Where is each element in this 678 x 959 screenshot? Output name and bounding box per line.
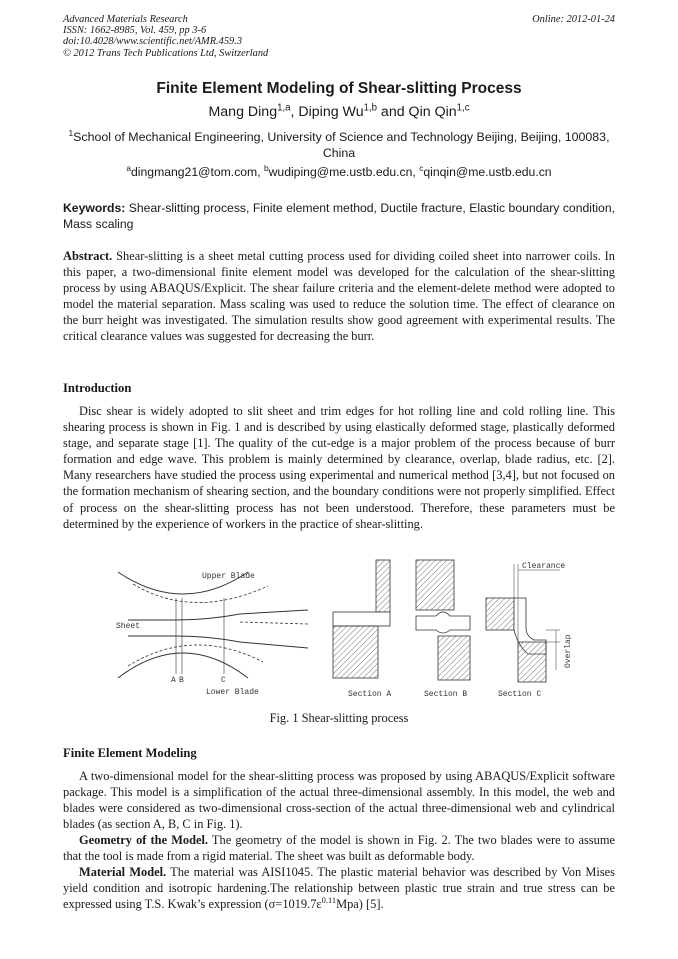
abstract-label: Abstract. xyxy=(63,249,113,263)
affiliation xyxy=(63,127,615,161)
sheet-bottom-line xyxy=(128,636,308,648)
author-sup: 1,c xyxy=(456,102,470,114)
geometry-paragraph xyxy=(63,832,615,864)
journal-name: Advanced Materials Research xyxy=(63,14,188,25)
label-c: C xyxy=(221,676,226,685)
abstract-text: Shear-slitting is a sheet metal cutting process used for dividing coiled sheet into narrower coils. In this paper, a two-dimensional finite element model was developed for the calculation of the shear-slitting process by using ABAQUS/Explicit. The shear failure criteria and the element-delete method were adopted to model the material separation. Mass scaling was used to reduce the solution time. The effect of clearance on the burr height was investigated. The simulation results show good agreement with experimental results. The critical clearance values was suggested for decreasing the burr. xyxy=(63,249,615,344)
affiliation-text: School of Mechanical Engineering, University of Science and Technology Beijing, Beijing, 100083, China xyxy=(73,130,610,160)
label-a: A xyxy=(171,676,176,685)
figure-shear-slitting xyxy=(98,558,578,704)
material-label: Material Model. xyxy=(79,865,167,879)
blade-side-view xyxy=(116,572,308,697)
affiliation-sup: 1 xyxy=(68,127,74,138)
section-a-diagram xyxy=(333,560,391,699)
section-a-label: Section A xyxy=(348,690,392,699)
section-c-diagram xyxy=(486,562,573,699)
email-link[interactable]: dingmang21@tom.com xyxy=(131,165,258,179)
journal-copyright: © 2012 Trans Tech Publications Ltd, Switzerland xyxy=(63,47,269,59)
lower-blade-arc xyxy=(118,653,248,678)
email-sup: b xyxy=(264,162,269,173)
author-sup: 1,b xyxy=(363,102,377,114)
online-date: Online: 2012-01-24 xyxy=(532,14,615,25)
material-text: The material was AISI1045. The plastic material behavior was described by Von Mises yield condition and isotropic hardening.The relationship between plastic true strain and true stress can be expressed using T.S. Kwak’s expression (σ=1019.7ε xyxy=(63,865,615,912)
keywords-label: Keywords: xyxy=(63,201,126,215)
material-exponent: 0.11 xyxy=(321,895,337,906)
lower-blade-dashed xyxy=(128,645,263,666)
author-name: Mang Ding xyxy=(208,104,278,120)
author-name: Qin Qin xyxy=(408,104,457,120)
journal-issn: ISSN: 1662-8985, Vol. 459, pp 3-6 xyxy=(63,25,207,37)
paper-title: Finite Element Modeling of Shear-slitting Process xyxy=(156,80,522,97)
section-c-label: Section C xyxy=(498,690,542,699)
sheet-top-line xyxy=(128,610,308,620)
author-name: Diping Wu xyxy=(298,104,364,120)
abstract xyxy=(63,248,615,345)
author-sup: 1,a xyxy=(277,102,291,114)
email-list xyxy=(0,162,678,179)
keywords xyxy=(63,200,615,232)
sheet-label: Sheet xyxy=(116,622,141,631)
journal-header xyxy=(63,14,615,59)
overlap-label: Overlap xyxy=(564,634,573,668)
introduction-paragraph: Disc shear is widely adopted to slit sheet and trim edges for hot rolling line and cold rolling line. This shearing process is shown in Fig. 1 and is described by using elastically deformed stage, plastically deformed stage, and separate stage [1]. The quality of the cut-edge is a major problem of the process because of burr formation and edge wave. This problem is mainly determined by clearance, overlap, blade radius, etc. [2]. Many researchers have studied the process using experimental and numerical method [3,4], but not focused on the formation mechanism of shearing section, and the boundary conditions were not properly simplified. Effect of process on the shear-slitting process has not been understood. Therefore, these parameters must be determined by the experience of workers in the practice of shear-slitting. xyxy=(63,404,615,531)
upper-blade-dashed xyxy=(133,584,268,603)
lower-blade-label: Lower Blade xyxy=(206,688,259,697)
email-sup: c xyxy=(419,162,424,173)
geometry-text: The geometry of the model is shown in Fig. 2. The two blades were to assume that the tool is made from a rigid material. The sheet was built as deformable body. xyxy=(63,833,615,864)
journal-doi: doi:10.4028/www.scientific.net/AMR.459.3 xyxy=(63,36,243,48)
author-separator: , xyxy=(290,104,299,120)
sheet-cut-dashed xyxy=(240,622,308,624)
section-heading-fem: Finite Element Modeling xyxy=(63,746,197,760)
geometry-label: Geometry of the Model. xyxy=(79,833,209,847)
upper-blade-label: Upper Blade xyxy=(202,572,255,581)
author-list xyxy=(0,104,678,120)
label-b: B xyxy=(179,676,184,685)
fem-paragraph: A two-dimensional model for the shear-slitting process was proposed by using ABAQUS/Explicit software package. This model is a simplification of the actual three-dimensional assembly. In this model, the web and blades were considered as two-dimensional cross-section of the actual three-dimensional web and cylindrical blades (as section A, B, C in Fig. 1). xyxy=(63,769,615,832)
section-heading-introduction: Introduction xyxy=(63,381,132,395)
email-link[interactable]: qinqin@me.ustb.edu.cn xyxy=(423,165,552,179)
email-separator: , xyxy=(412,165,420,179)
email-sup: a xyxy=(126,162,132,173)
author-separator: and xyxy=(376,104,409,120)
material-end: Mpa) [5]. xyxy=(336,897,384,912)
figure-caption: Fig. 1 Shear-slitting process xyxy=(269,711,409,725)
section-b-label: Section B xyxy=(424,690,468,699)
material-paragraph xyxy=(63,864,615,912)
email-separator: , xyxy=(257,165,264,179)
keywords-text: Shear-slitting process, Finite element method, Ductile fracture, Elastic boundary condition, Mass scaling xyxy=(63,201,615,231)
clearance-label: Clearance xyxy=(522,562,566,571)
email-link[interactable]: wudiping@me.ustb.edu.cn xyxy=(268,165,413,179)
section-b-diagram xyxy=(416,560,470,699)
